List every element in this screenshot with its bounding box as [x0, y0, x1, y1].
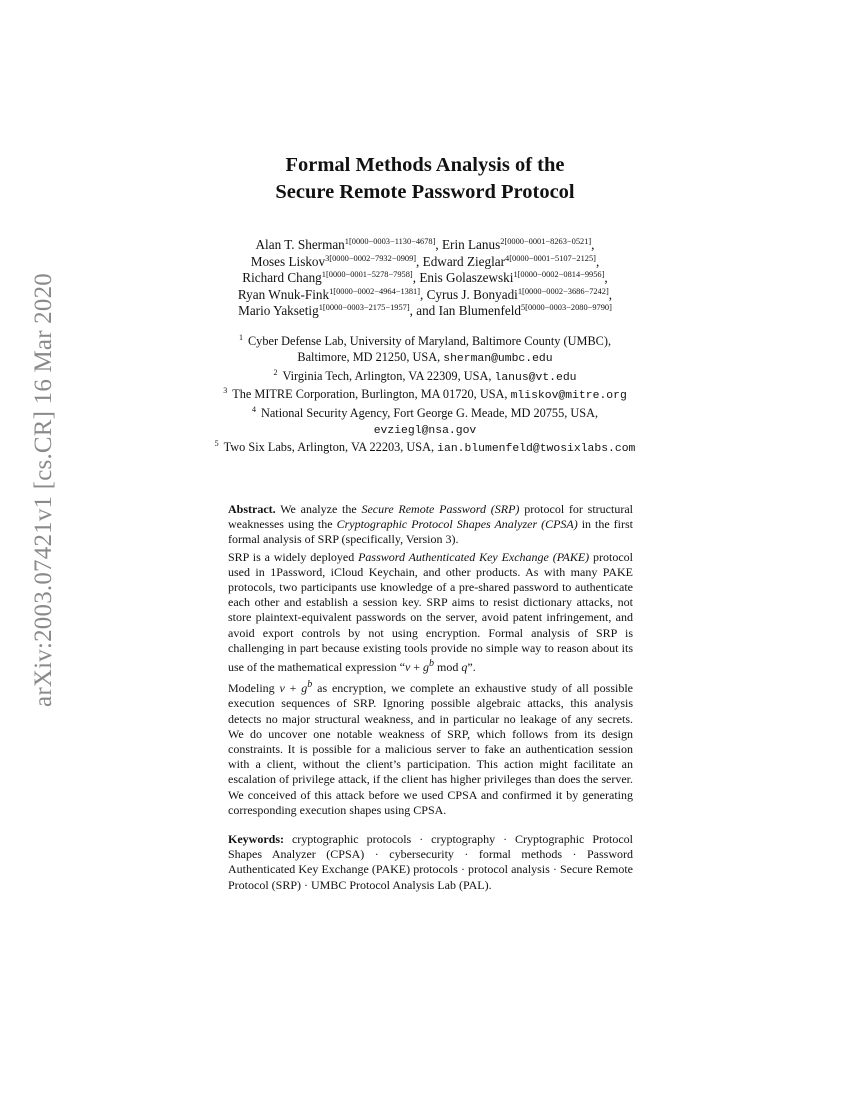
author-separator: , [595, 253, 600, 269]
keywords-paragraph [228, 832, 633, 893]
title-line-2: Secure Remote Password Protocol [275, 181, 575, 203]
author-name: Richard Chang [242, 270, 322, 286]
affiliation-number: 2 [273, 367, 278, 377]
email-address: evziegl@nsa.gov [373, 425, 477, 438]
paper-title [0, 152, 850, 206]
math-exponent: b [429, 658, 435, 670]
math-operator: + [284, 681, 302, 696]
math-operator: + [410, 660, 424, 675]
abstract-paragraph-2 [228, 550, 633, 676]
author-name: Moses Liskov [250, 253, 326, 269]
abstract-emphasis: Secure Remote Password (SRP) [361, 502, 520, 516]
email-address: sherman@umbc.edu [443, 353, 553, 366]
math-variable: g [423, 660, 430, 675]
author-separator: , [412, 270, 420, 286]
affiliation-3 [150, 386, 700, 404]
affiliation-text: National Security Agency, Fort George G. Meade, MD 20755, USA, [260, 405, 599, 420]
abstract-text: as encryption, we complete an exhaustive study of all possible execution sequences of SRP. Ignoring possible algebraic attacks, this analysis detects no major structural weakness, and in particular no leakage of any secrets. We do uncover one notable weakness of SRP, which follows from its design constraints. It is possible for a malicious server to fake an authentication session with a client, without the client’s participation. This action might facilitate an escalation of privilege attack, if the client has higher privileges than does the server. We conceived of this attack before we used CPSA and confirmed it by generating corresponding execution shapes using CPSA. [228, 681, 633, 817]
math-exponent: b [307, 679, 313, 691]
author-affiliation-mark: 4 [505, 253, 510, 263]
affiliation-text: Two Six Labs, Arlington, VA 22203, USA, [223, 440, 438, 455]
abstract-text: protocol for structural weaknesses using the [228, 502, 633, 532]
author-orcid: [0000−0001−5107−2125] [509, 253, 596, 263]
author-separator: , [435, 237, 442, 252]
author-line [140, 270, 710, 287]
affiliation-2 [150, 368, 700, 386]
author-name: Alan T. Sherman [255, 237, 345, 252]
author-name: Erin Lanus [442, 237, 501, 252]
author-name: Mario Yaksetig [238, 303, 319, 319]
abstract-emphasis: Cryptographic Protocol Shapes Analyzer (CPSA) [336, 517, 578, 532]
abstract-text: ”. [467, 660, 476, 675]
abstract-section [228, 502, 633, 895]
affiliation-number: 1 [238, 333, 243, 342]
email-address: ian.blumenfeld@twosixlabs.com [437, 443, 636, 456]
affiliation-number: 4 [251, 404, 256, 414]
author-line [140, 237, 710, 254]
math-variable: g [301, 681, 308, 696]
math-variable: q [461, 660, 468, 675]
email-address: mliskov@mitre.org [510, 390, 627, 403]
arxiv-identifier-stamp: arXiv:2003.07421v1 [cs.CR] 16 Mar 2020 [30, 273, 57, 707]
author-orcid: [0000−0001−5278−7958] [325, 270, 413, 280]
author-line [140, 303, 710, 320]
author-affiliation-mark: 2 [500, 237, 505, 246]
author-name: Enis Golaszewski [419, 270, 514, 286]
abstract-paragraph-3 [228, 677, 633, 818]
affiliation-number: 3 [223, 386, 228, 396]
title-line-1: Formal Methods Analysis of the [285, 154, 565, 176]
author-affiliation-mark: 1 [344, 237, 349, 246]
abstract-text: We analyze the [275, 502, 362, 516]
author-affiliation-mark: 1 [329, 286, 334, 296]
author-orcid: [0000−0002−3686−7242] [522, 286, 609, 296]
affiliation-1-cont [150, 349, 700, 367]
author-orcid: [0000−0003−2080−9790] [525, 303, 612, 313]
author-orcid: [0000−0003−2175−1957] [322, 303, 410, 313]
author-orcid: [0000−0001−8263−0521] [504, 237, 592, 246]
affiliation-text: Virginia Tech, Arlington, VA 22309, USA, [282, 368, 495, 383]
abstract-emphasis: Password Authenticated Key Exchange (PAKE) [358, 549, 590, 564]
abstract-paragraph-1 [228, 502, 633, 548]
affiliation-number: 5 [214, 439, 219, 449]
email-address: lanus@vt.edu [494, 371, 577, 384]
abstract-text: Modeling [228, 681, 280, 696]
author-line [140, 254, 710, 271]
abstract-text: SRP is a widely deployed [228, 549, 359, 564]
author-name: Cyrus J. Bonyadi [426, 286, 518, 302]
author-orcid: [0000−0003−1130−4678] [348, 237, 436, 246]
math-variable: v [404, 660, 411, 675]
affiliation-5 [150, 439, 700, 457]
author-separator: , [416, 253, 423, 269]
keywords-text: cryptographic protocols · cryptography · Cryptographic Protocol Shapes Analyzer (CPSA) · cybersecurity · formal methods · Password Authenticated Key Exchange (PAKE) protocols · protocol analysis · Secure Remote Protocol (SRP) · UMBC Protocol Analysis Lab (PAL). [228, 832, 633, 892]
author-line [140, 287, 710, 304]
abstract-text: protocol used in 1Password, iCloud Keychain, and other products. As with many PAKE protocols, two participants use knowledge of a pre-shared password to authenticate each other and establish a session key. SRP aims to resist dictionary attacks, not store plaintext-equivalent passwords on the server, avoid patent infringement, and avoid export controls by not using encryption. Formal analysis of SRP is challenging in part because existing tools provide no simple way to reason about its use of the mathematical expression “ [228, 549, 633, 675]
author-affiliation-mark: 1 [321, 270, 326, 280]
affiliation-1 [150, 333, 700, 349]
author-affiliation-mark: 3 [325, 253, 330, 263]
affiliation-4-cont [150, 421, 700, 439]
math-operator: mod [434, 660, 462, 675]
author-affiliation-mark: 1 [318, 303, 323, 313]
abstract-text: in the first formal analysis of SRP (specifically, Version 3). [228, 517, 633, 547]
author-separator: , [608, 286, 613, 302]
affiliation-text: The MITRE Corporation, Burlington, MA 01720, USA, [232, 387, 511, 402]
author-list [140, 237, 710, 320]
author-separator: , [591, 237, 595, 252]
affiliation-text: Baltimore, MD 21250, USA, [297, 350, 444, 365]
author-orcid: [0000−0002−7932−0909] [329, 253, 417, 263]
affiliation-list [150, 333, 700, 458]
affiliation-text: Cyber Defense Lab, University of Maryland, Baltimore County (UMBC), [247, 334, 612, 348]
keywords-heading: Keywords: [228, 832, 284, 847]
author-affiliation-mark: 1 [513, 270, 518, 280]
author-name: Ian Blumenfeld [438, 303, 521, 319]
author-affiliation-mark: 1 [517, 286, 523, 296]
author-name: Ryan Wnuk-Fink [237, 286, 330, 302]
affiliation-4 [150, 405, 700, 421]
author-separator: , [604, 270, 608, 286]
author-affiliation-mark: 5 [520, 303, 526, 313]
author-separator: , [420, 286, 427, 302]
author-orcid: [0000−0002−0814−9956] [517, 270, 605, 280]
author-separator: , and [409, 303, 439, 319]
abstract-heading: Abstract. [228, 502, 276, 516]
math-variable: v [279, 681, 285, 696]
author-orcid: [0000−0002−4964−1381] [333, 286, 421, 296]
author-name: Edward Zieglar [422, 253, 506, 269]
